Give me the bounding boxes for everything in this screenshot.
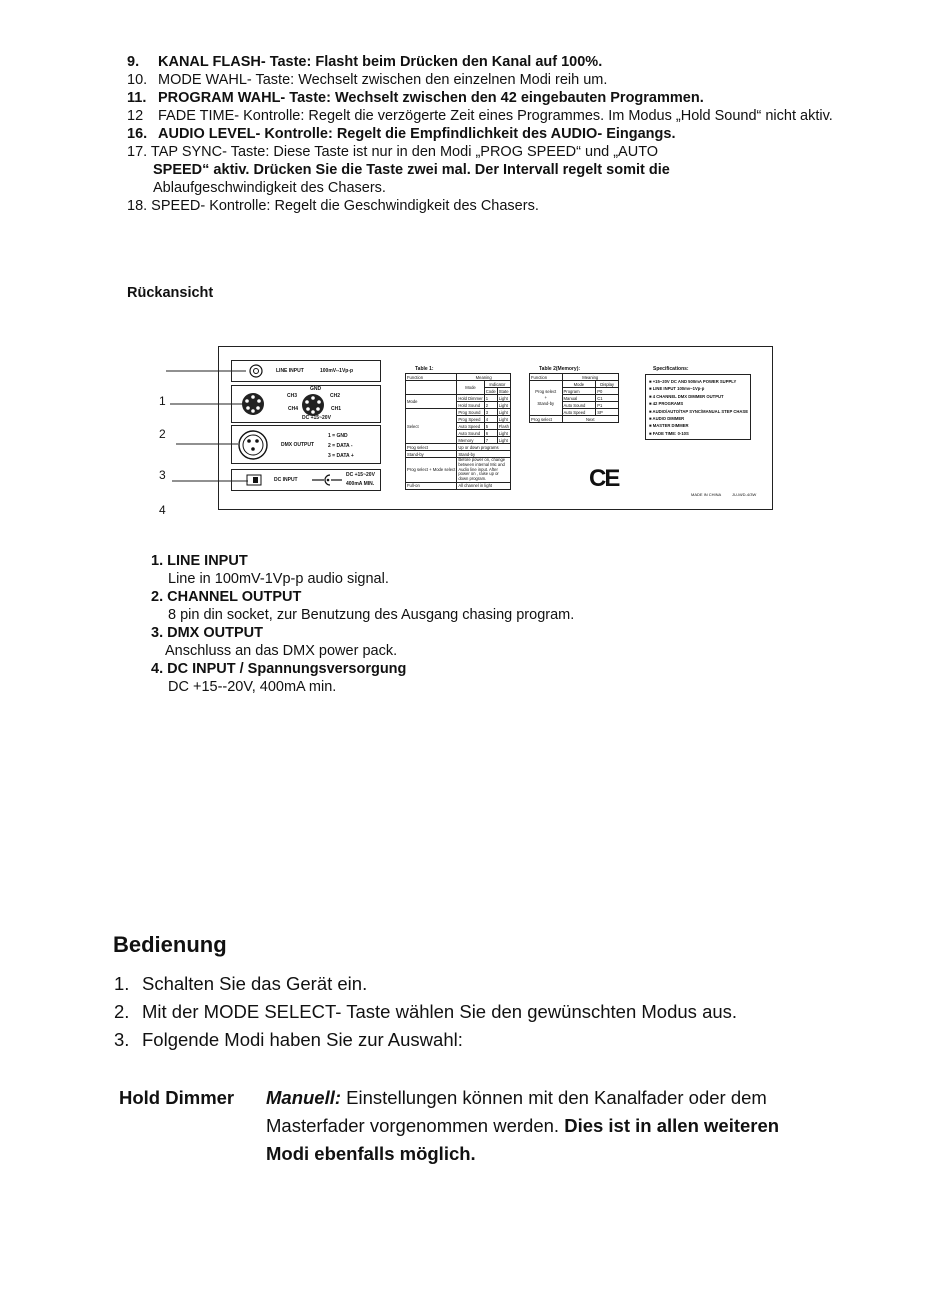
- step-num: 2.: [114, 1001, 130, 1022]
- t1-cell: Light: [497, 395, 510, 402]
- t1-cell: Stand-by: [406, 451, 457, 458]
- rear-panel-diagram: [218, 346, 773, 510]
- legend-desc-4: DC +15--20V, 400mA min.: [168, 679, 337, 695]
- feature-text: AUDIO LEVEL- Kontrolle: Regelt die Empfindlichkeit des AUDIO- Eingangs.: [158, 126, 676, 142]
- legend-desc-3: Anschluss an das DMX power pack.: [165, 643, 398, 659]
- gnd-label: GND: [310, 386, 322, 392]
- t2-cell: SP: [596, 409, 619, 416]
- feature-12: [127, 107, 833, 125]
- t2-cell: Mode: [562, 381, 596, 388]
- t1-cell: Hold Dimmer: [458, 395, 483, 401]
- t1-cell: Before power on, change between internal Mic and Audio line input. After power on , raise up or down program.: [457, 458, 511, 483]
- t1-head-meaning: Meaning: [457, 374, 511, 381]
- dc-input-box: [231, 469, 381, 491]
- feature-num: 12: [127, 108, 144, 124]
- spec-text: 42 PROGRAMS: [652, 401, 684, 407]
- mode-desc-line2: [266, 1115, 779, 1137]
- t1-cell: Prog Speed: [457, 416, 484, 423]
- t2-cell: Program: [562, 388, 596, 395]
- mode-text: Einstellungen können mit den Kanalfader oder dem: [341, 1087, 767, 1108]
- t1-cell: 7: [484, 437, 497, 444]
- callout-4: 4: [159, 503, 166, 517]
- t1-cell: Light: [497, 402, 510, 409]
- ce-mark: CE: [589, 465, 619, 492]
- legend: [151, 552, 574, 696]
- dmx-pin-3: 3 = DATA +: [328, 453, 354, 459]
- legend-title-4-row: [151, 660, 574, 678]
- bedienung-heading: Bedienung: [113, 932, 227, 957]
- t1-cell: 3: [484, 409, 497, 416]
- line-input-label: LINE INPUT: [276, 368, 304, 374]
- mode-text-bold: Dies ist in allen weiteren: [564, 1115, 780, 1136]
- feature-num: 16.: [127, 126, 148, 142]
- feature-17-line3: Ablaufgeschwindigkeit des Chasers.: [153, 180, 386, 196]
- feature-16: [127, 125, 675, 143]
- t1-cell: Hold Sound: [457, 402, 484, 409]
- mode-name: Hold Dimmer: [119, 1087, 235, 1108]
- ch3-label: CH3: [287, 393, 298, 399]
- serial-label: JU-M/D-4/3W: [732, 492, 757, 497]
- legend-desc-2: 8 pin din socket, zur Benutzung des Ausgang chasing program.: [168, 607, 575, 623]
- ch1-label: CH1: [331, 406, 342, 412]
- spec-item: ■ AUDIO DIMMER: [649, 416, 685, 422]
- spec-box: [645, 374, 751, 440]
- t1-cell: Prog select: [406, 444, 457, 451]
- step-num: 1.: [114, 973, 130, 994]
- spec-item: ■ AUDIO/AUTO/TAP SYNC/MANUAL STEP CHASE: [649, 408, 749, 414]
- feature-text: PROGRAM WAHL- Taste: Wechselt zwischen den 42 eingebauten Programmen.: [158, 90, 704, 106]
- table2-title: Table 2(Memory):: [539, 366, 581, 372]
- power-switch-icon: [246, 474, 262, 486]
- ch4-label: CH4: [288, 406, 299, 412]
- mode-label: Manuell:: [266, 1087, 342, 1108]
- feature-18: 18. SPEED- Kontrolle: Regelt die Geschwindigkeit des Chasers.: [127, 198, 539, 214]
- callout-3: 3: [159, 468, 166, 482]
- step-3: [114, 1029, 463, 1051]
- t2-cell: P1: [596, 402, 619, 409]
- feature-11: [127, 89, 704, 107]
- t2-cell: Auto Speed: [562, 409, 596, 416]
- xlr-socket-icon: [237, 429, 269, 461]
- step-num: 3.: [114, 1029, 130, 1050]
- callout-1: 1: [159, 394, 166, 408]
- feature-text: FADE TIME- Kontrolle: Regelt die verzögerte Zeit eines Programmes. Im Modus „Hold Sound“ nicht aktiv.: [158, 108, 833, 124]
- t2-cell: Function: [530, 374, 563, 381]
- spec-item: ■ MASTER DIMMER: [649, 423, 689, 429]
- t1-sub-state: State: [498, 388, 509, 394]
- ch2-label: CH2: [330, 393, 341, 399]
- dmx-output-label: DMX OUTPUT: [281, 442, 315, 448]
- t1-cell: Light: [497, 416, 510, 423]
- mode-text: Masterfader vorgenommen werden.: [266, 1115, 565, 1136]
- feature-17-line1: 17. TAP SYNC- Taste: Diese Taste ist nur in den Modi „PROG SPEED“ und „AUTO: [127, 144, 659, 160]
- feature-num: 11.: [127, 90, 147, 106]
- t2-cell: Display: [596, 381, 619, 388]
- t2-cell: Next: [562, 416, 619, 423]
- table2: [529, 373, 619, 423]
- t2-cell: Manual: [562, 395, 596, 402]
- legend-title-4-extra: / Spannungsversorgung: [235, 661, 407, 677]
- t1-cell: Light: [497, 430, 510, 437]
- spec-text: 4 CHANNEL DMX DIMMER OUTPUT: [652, 393, 724, 399]
- step-text: Mit der MODE SELECT- Taste wählen Sie den gewünschten Modus aus.: [142, 1001, 738, 1022]
- spec-text: FADE TIME: 0-10S: [652, 430, 689, 436]
- made-in-label: MADE IN CHINA: [691, 492, 722, 497]
- t1-func-select: Select: [406, 409, 457, 444]
- dmx-pin-2: 2 = DATA -: [328, 443, 353, 449]
- t1-cell: 4: [484, 416, 497, 423]
- spec-title: Specifications:: [653, 366, 689, 372]
- t1-cell: Memory: [457, 437, 484, 444]
- dc-spec-1: DC +15~20V: [346, 472, 375, 478]
- spec-list: [646, 375, 750, 437]
- t1-sub-mode: Mode: [457, 381, 484, 395]
- channel-output-box: [231, 385, 381, 423]
- t2-cell: Prog select: [530, 416, 563, 423]
- spec-text: MASTER DIMMER: [652, 423, 689, 429]
- t1-cell: 6: [484, 430, 497, 437]
- dc-jack-icon: [310, 473, 344, 487]
- t1-cell: 1: [484, 395, 497, 402]
- t2-cell: Auto Sound: [562, 402, 596, 409]
- t1-cell: 5: [484, 423, 497, 430]
- spec-text: LINE INPUT 100mv~1Vp-p: [652, 386, 705, 392]
- spec-item: ■ 42 PROGRAMS: [649, 401, 684, 407]
- legend-title-2: 2. CHANNEL OUTPUT: [151, 589, 302, 605]
- t2-cell: Meaning: [562, 374, 619, 381]
- legend-title-4: 4. DC INPUT: [151, 661, 236, 677]
- t1-sub-indicator: Indicator: [484, 381, 510, 388]
- t1-cell: Stand-by: [457, 451, 511, 458]
- spec-text: +15~20V DC AND 500mA POWER SUPPLY: [652, 379, 737, 384]
- t2-func: Prog select: [535, 389, 557, 394]
- t1-cell: Prog select + Mode select: [406, 458, 457, 483]
- dc-spec-2: 400mA MIN.: [346, 481, 375, 487]
- rca-jack-icon: [248, 363, 264, 379]
- callout-2: 2: [159, 427, 166, 441]
- t1-cell: Auto Speed: [457, 423, 484, 430]
- t1-cell: Auto Sound: [457, 430, 484, 437]
- t1-cell: Light: [497, 409, 510, 416]
- t1-cell: Prog Sound: [457, 409, 484, 416]
- t1-func-mode: Mode: [406, 395, 457, 409]
- line-input-spec: 100mV--1Vp-p: [320, 368, 354, 374]
- table1-title: Table 1:: [415, 366, 434, 372]
- t2-func: +: [544, 395, 547, 400]
- feature-num: 9.: [127, 54, 140, 70]
- legend-desc-1: Line in 100mV-1Vp-p audio signal.: [168, 571, 389, 587]
- spec-item: ■ 4 CHANNEL DMX DIMMER OUTPUT: [649, 393, 724, 399]
- feature-num: 10.: [127, 72, 148, 88]
- spec-item: ■ +15~20V DC AND 500mA POWER SUPPLY: [649, 379, 737, 384]
- t1-sub-code: Code: [485, 388, 496, 394]
- legend-title-1: 1. LINE INPUT: [151, 553, 248, 569]
- t1-cell: Light: [497, 437, 510, 444]
- t1-cell: 2: [484, 402, 497, 409]
- spec-item: ■ FADE TIME: 0-10S: [649, 430, 689, 436]
- t2-func: Stand-by: [537, 401, 555, 406]
- t1-cell: Flash: [498, 423, 510, 429]
- mode-desc-line1: [266, 1087, 767, 1109]
- feature-17-line2: SPEED“ aktiv. Drücken Sie die Taste zwei mal. Der Intervall regelt somit die: [153, 162, 670, 178]
- step-text: Folgende Modi haben Sie zur Auswahl:: [142, 1029, 463, 1050]
- dmx-pin-1: 1 = GND: [328, 433, 348, 439]
- t1-cell: Up or down programs: [457, 444, 511, 451]
- din-socket-icon: [240, 391, 266, 417]
- t1-cell: Full-on: [406, 482, 457, 489]
- legend-title-3: 3. DMX OUTPUT: [151, 625, 263, 641]
- spec-text: AUDIO/AUTO/TAP SYNC/MANUAL STEP CHASE: [652, 408, 749, 414]
- feature-text: MODE WAHL- Taste: Wechselt zwischen den einzelnen Modi reih um.: [158, 72, 608, 88]
- spec-text: AUDIO DIMMER: [652, 416, 685, 422]
- t1-cell: All channel in light: [457, 482, 511, 489]
- t2-cell: C1: [596, 395, 619, 402]
- step-text: Schalten Sie das Gerät ein.: [142, 973, 368, 994]
- channel-dc-label: DC +15~20V: [302, 415, 331, 421]
- feature-text: KANAL FLASH- Taste: Flasht beim Drücken den Kanal auf 100%.: [158, 54, 603, 70]
- dc-input-label: DC INPUT: [274, 477, 298, 483]
- feature-10: [127, 71, 607, 89]
- line-input-box: [231, 360, 381, 382]
- feature-9: [127, 53, 602, 71]
- step-2: [114, 1001, 737, 1023]
- mode-desc-line3: Modi ebenfalls möglich.: [266, 1143, 476, 1164]
- dmx-output-box: [231, 425, 381, 464]
- spec-item: ■ LINE INPUT 100mv~1Vp-p: [649, 386, 705, 392]
- t2-cell: P0: [596, 388, 619, 395]
- table1: [405, 373, 511, 490]
- t1-head-func: Function: [406, 374, 457, 381]
- rear-view-heading: Rückansicht: [127, 285, 214, 301]
- step-1: [114, 973, 367, 995]
